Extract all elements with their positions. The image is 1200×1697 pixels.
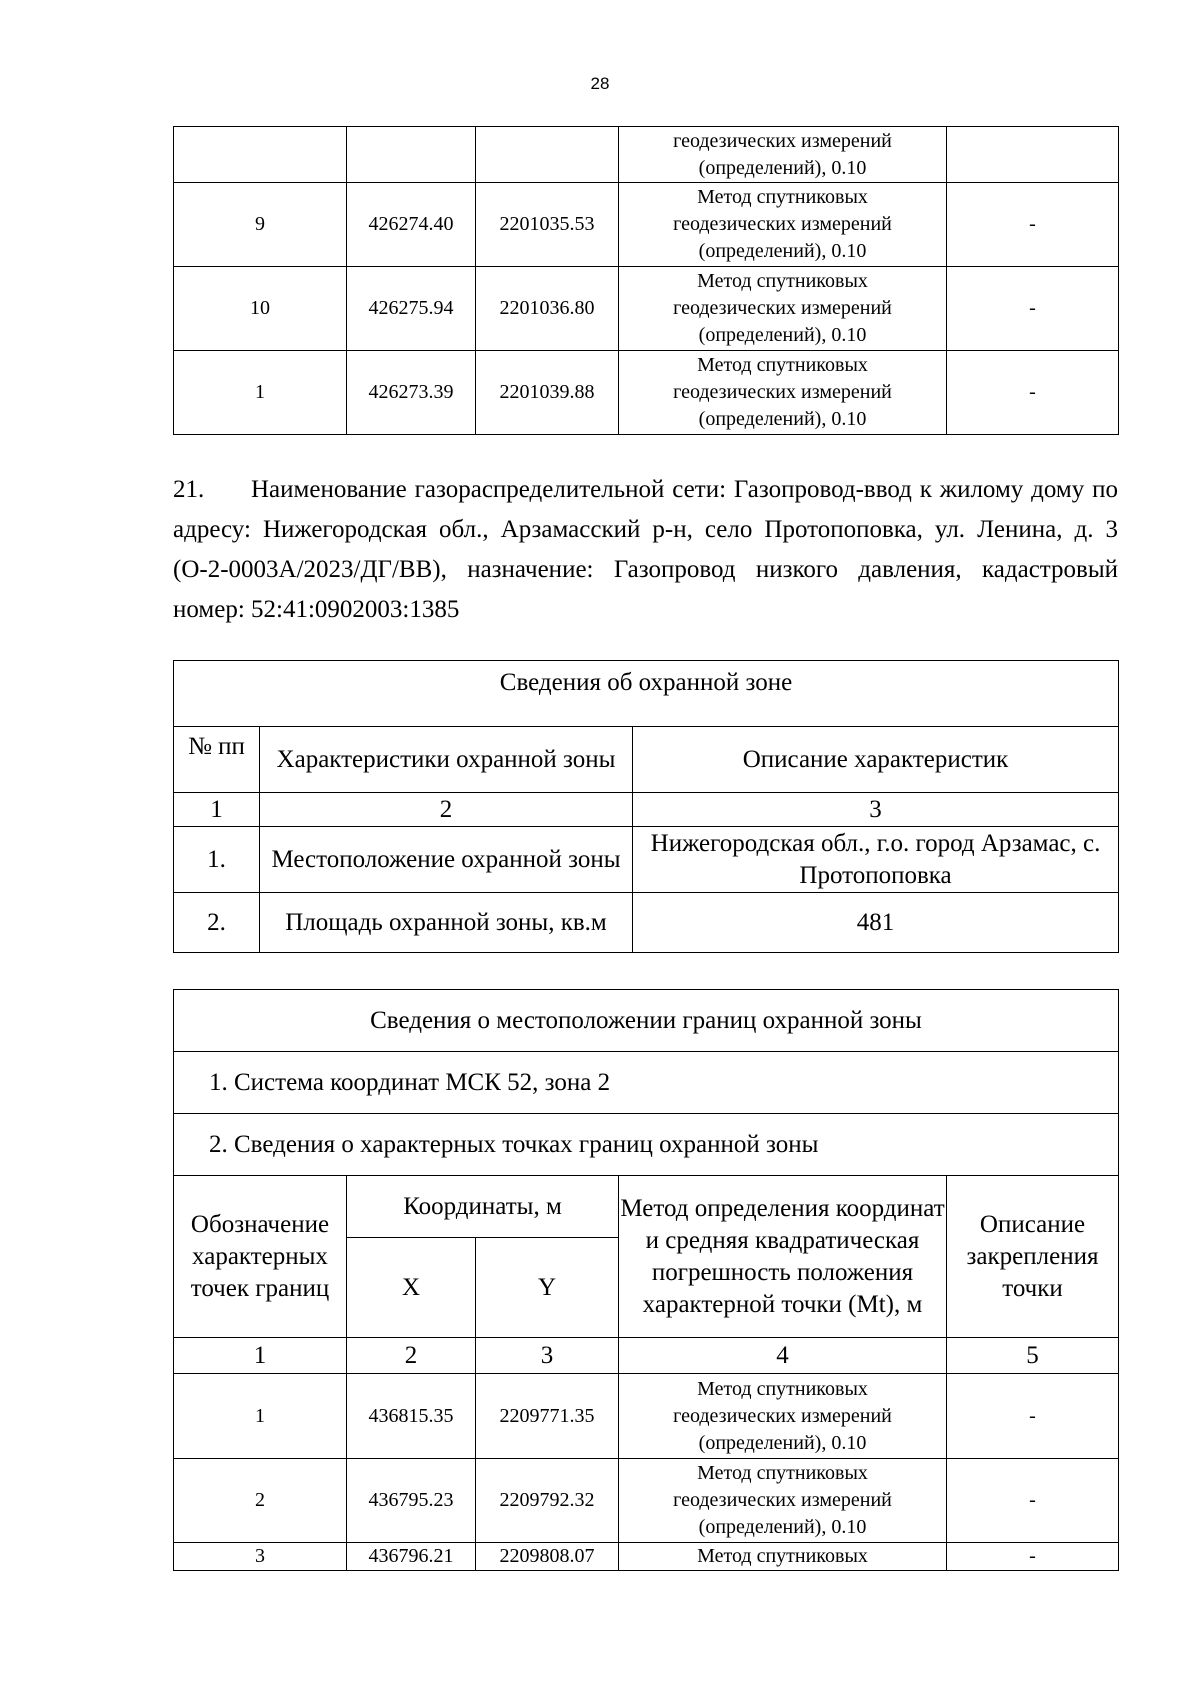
- table-row: [174, 1374, 1119, 1459]
- table-row: [174, 1114, 1119, 1176]
- method-line: (определений), 0.10: [698, 324, 867, 346]
- table-title: Сведения об охранной зоне: [174, 661, 1119, 727]
- method-cell: [619, 1459, 947, 1543]
- method-line: геодезических измерений: [673, 297, 892, 319]
- x-cell: 436815.35: [347, 1374, 476, 1459]
- method-line: Метод спутниковых: [697, 354, 868, 376]
- x-cell: 426273.39: [347, 351, 476, 435]
- method-cell: [619, 127, 947, 183]
- desc-cell: -: [947, 1459, 1119, 1543]
- header-method: Метод определения координат и средняя квадратическая погрешность положения характерной точки (Mt), м: [619, 1176, 947, 1338]
- x-cell: 426275.94: [347, 267, 476, 351]
- points-title: 2. Сведения о характерных точках границ охранной зоны: [174, 1114, 1119, 1176]
- table-row: [174, 1052, 1119, 1114]
- y-cell: 2201039.88: [476, 351, 619, 435]
- x-cell: [347, 127, 476, 183]
- method-line: геодезических измерений: [673, 129, 892, 152]
- y-cell: 2209792.32: [476, 1459, 619, 1543]
- index-cell: 1: [174, 793, 260, 827]
- point-cell: 2: [174, 1459, 347, 1543]
- table-title: Сведения о местоположении границ охранной зоны: [174, 990, 1119, 1052]
- desc-cell: -: [947, 183, 1119, 267]
- header-characteristics: Характеристики охранной зоны: [260, 727, 633, 793]
- method-line: (определений), 0.10: [698, 1431, 867, 1454]
- index-cell: 3: [476, 1338, 619, 1374]
- point-cell: 1: [174, 351, 347, 435]
- table-title-row: [174, 661, 1119, 727]
- index-cell: 2: [260, 793, 633, 827]
- header-coordinates: Координаты, м: [347, 1176, 619, 1238]
- section-paragraph: [173, 470, 1118, 630]
- y-cell: 2201036.80: [476, 267, 619, 351]
- table-row: [174, 1543, 1119, 1571]
- desc-cell: -: [947, 267, 1119, 351]
- method-line: геодезических измерений: [673, 1404, 892, 1427]
- method-line: (определений), 0.10: [698, 408, 867, 430]
- table-index-row: [174, 793, 1119, 827]
- desc-cell: -: [947, 1374, 1119, 1459]
- table-title-row: [174, 990, 1119, 1052]
- protection-zone-table: [173, 660, 1119, 953]
- method-line: Метод спутниковых: [697, 1545, 868, 1567]
- method-line: геодезических измерений: [673, 381, 892, 403]
- coordinate-system: 1. Система координат МСК 52, зона 2: [174, 1052, 1119, 1114]
- table-header-row: [174, 727, 1119, 793]
- header-description: Описание характеристик: [633, 727, 1119, 793]
- row-description: 481: [633, 893, 1119, 953]
- method-cell: [619, 183, 947, 267]
- table-row: [174, 1459, 1119, 1543]
- method-line: геодезических измерений: [673, 1489, 892, 1511]
- y-cell: [476, 127, 619, 183]
- desc-cell: -: [947, 351, 1119, 435]
- table-row: [174, 183, 1119, 267]
- index-cell: 2: [347, 1338, 476, 1374]
- method-cell: [619, 267, 947, 351]
- row-num: 1.: [174, 827, 260, 893]
- page-number: 28: [590, 74, 610, 93]
- header-y: Y: [476, 1238, 619, 1338]
- method-line: (определений), 0.10: [698, 156, 867, 179]
- section-text: Наименование газораспределительной сети: Газопровод-ввод к жилому дому по адресу: Нижегородская обл., Арзамасский р-н, село Протопоповка, ул. Ленина, д. 3 (О-2-0003А/2023/ДГ/ВВ), назначение: Газопровод низкого давления, кадастровый номер: 52:41:0902003:1385: [173, 476, 1118, 623]
- desc-cell: [947, 127, 1119, 183]
- point-cell: [174, 127, 347, 183]
- y-cell: 2209808.07: [476, 1543, 619, 1571]
- coordinates-table-continued: [173, 126, 1119, 435]
- method-line: Метод спутниковых: [697, 186, 868, 208]
- y-cell: 2209771.35: [476, 1374, 619, 1459]
- method-line: Метод спутниковых: [697, 1377, 868, 1400]
- row-description: Нижегородская обл., г.о. город Арзамас, с. Протопоповка: [633, 827, 1119, 893]
- row-characteristic: Площадь охранной зоны, кв.м: [260, 893, 633, 953]
- point-cell: 3: [174, 1543, 347, 1571]
- x-cell: 436796.21: [347, 1543, 476, 1571]
- table-index-row: [174, 1338, 1119, 1374]
- index-cell: 1: [174, 1338, 347, 1374]
- header-x: X: [347, 1238, 476, 1338]
- table-row: [174, 351, 1119, 435]
- desc-cell: -: [947, 1543, 1119, 1571]
- y-cell: 2201035.53: [476, 183, 619, 267]
- table-header-row: [174, 1176, 1119, 1238]
- index-cell: 4: [619, 1338, 947, 1374]
- method-line: Метод спутниковых: [697, 270, 868, 292]
- index-cell: 5: [947, 1338, 1119, 1374]
- index-cell: 3: [633, 793, 1119, 827]
- method-line: Метод спутниковых: [697, 1462, 868, 1484]
- method-line: геодезических измерений: [673, 213, 892, 235]
- point-cell: 9: [174, 183, 347, 267]
- row-characteristic: Местоположение охранной зоны: [260, 827, 633, 893]
- row-num: 2.: [174, 893, 260, 953]
- x-cell: 436795.23: [347, 1459, 476, 1543]
- boundary-table: [173, 989, 1119, 1571]
- point-cell: 1: [174, 1374, 347, 1459]
- method-cell: [619, 1543, 947, 1571]
- method-line: (определений), 0.10: [698, 240, 867, 262]
- x-cell: 426274.40: [347, 183, 476, 267]
- point-cell: 10: [174, 267, 347, 351]
- header-designation: Обозначение характерных точек границ: [174, 1176, 347, 1338]
- table-row: [174, 893, 1119, 953]
- method-cell: [619, 351, 947, 435]
- method-cell: [619, 1374, 947, 1459]
- table-row: [174, 827, 1119, 893]
- table-row: [174, 127, 1119, 183]
- header-fixing: Описание закрепления точки: [947, 1176, 1119, 1338]
- section-number: 21.: [173, 476, 205, 503]
- header-num: № пп: [174, 727, 260, 793]
- table-row: [174, 267, 1119, 351]
- method-line: (определений), 0.10: [698, 1516, 867, 1538]
